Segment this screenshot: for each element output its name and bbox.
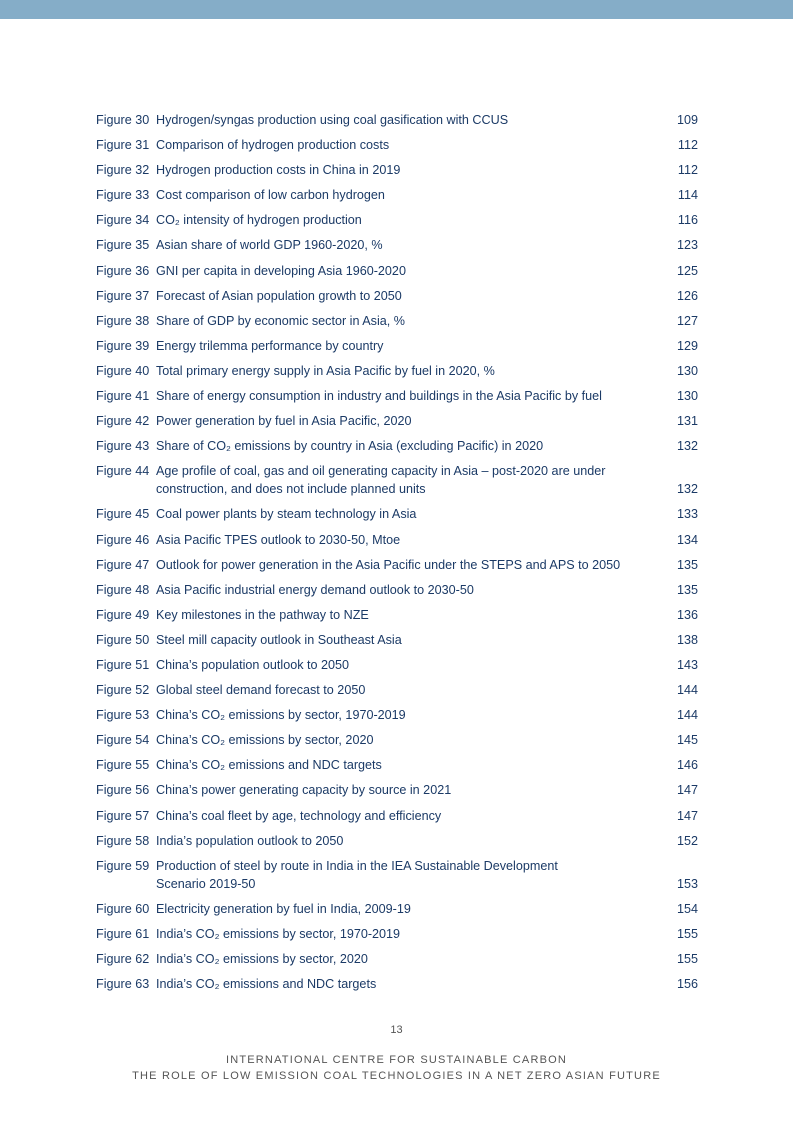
figure-label: Figure 56	[96, 783, 150, 798]
figure-label: Figure 61	[96, 926, 150, 941]
page-ref: 153	[676, 876, 698, 891]
figure-title-line: Power generation by fuel in Asia Pacific, 2020	[156, 414, 412, 429]
figure-title	[156, 925, 698, 943]
page-ref: 155	[676, 952, 698, 966]
header-band	[0, 0, 793, 19]
figure-title-continuation: construction, and does not include planned units	[156, 482, 426, 497]
figure-label: Figure 54	[96, 733, 150, 748]
list-of-figures	[96, 111, 698, 1000]
page-ref: 134	[676, 532, 698, 547]
figure-title	[156, 706, 698, 724]
page-ref: 130	[676, 363, 698, 378]
figure-label: Figure 53	[96, 708, 150, 723]
toc-entry[interactable]	[96, 925, 698, 943]
figure-title	[156, 631, 698, 649]
page-ref: 123	[676, 238, 698, 253]
figure-title-line: Global steel demand forecast to 2050	[156, 683, 366, 698]
figure-title-line: Electricity generation by fuel in India, 2009-19	[156, 901, 411, 916]
figure-label: Figure 34	[96, 213, 150, 228]
figure-label: Figure 63	[96, 977, 150, 992]
figure-title-line: Hydrogen production costs in China in 2019	[156, 163, 401, 178]
page-ref: 138	[676, 632, 698, 647]
page-ref: 109	[676, 113, 698, 127]
figure-title	[156, 186, 698, 204]
toc-entry[interactable]	[96, 312, 698, 330]
figure-title-line: Hydrogen/syngas production using coal gasification with CCUS	[156, 113, 509, 127]
figure-label: Figure 42	[96, 414, 150, 429]
figure-title-line: Cost comparison of low carbon hydrogen	[156, 188, 385, 203]
figure-title	[156, 606, 698, 624]
figure-label: Figure 35	[96, 238, 150, 253]
figure-title	[156, 531, 698, 549]
figure-title	[156, 312, 698, 330]
toc-entry[interactable]	[96, 681, 698, 699]
toc-entry[interactable]	[96, 337, 698, 355]
figure-title	[156, 462, 698, 498]
figure-title-line: Asia Pacific industrial energy demand outlook to 2030-50	[156, 582, 474, 597]
figure-title	[156, 211, 698, 229]
page-ref: 136	[676, 607, 698, 622]
figure-title	[156, 505, 698, 523]
figure-title	[156, 412, 698, 430]
figure-title	[156, 731, 698, 749]
figure-label: Figure 30	[96, 113, 150, 127]
toc-entry[interactable]	[96, 581, 698, 599]
figure-label: Figure 32	[96, 163, 150, 178]
page-ref: 125	[676, 263, 698, 278]
figure-title-line: India’s population outlook to 2050	[156, 833, 344, 848]
figure-title	[156, 756, 698, 774]
figure-label: Figure 43	[96, 439, 150, 454]
figure-title-line: Forecast of Asian population growth to 2050	[156, 288, 402, 303]
figure-title	[156, 656, 698, 674]
toc-entry[interactable]	[96, 161, 698, 179]
figure-title	[156, 337, 698, 355]
figure-title	[156, 781, 698, 799]
page-ref: 145	[676, 733, 698, 748]
figure-title-line: Share of energy consumption in industry and buildings in the Asia Pacific by fuel	[156, 389, 602, 404]
figure-label: Figure 33	[96, 188, 150, 203]
toc-entry[interactable]	[96, 111, 698, 129]
figure-label: Figure 46	[96, 532, 150, 547]
figure-label: Figure 49	[96, 607, 150, 622]
figure-title-line: Key milestones in the pathway to NZE	[156, 607, 369, 622]
figure-title-line: China’s coal fleet by age, technology and efficiency	[156, 808, 442, 823]
figure-label: Figure 37	[96, 288, 150, 303]
figure-title	[156, 807, 698, 825]
toc-entry[interactable]	[96, 505, 698, 523]
toc-entry[interactable]	[96, 437, 698, 455]
toc-entry[interactable]	[96, 262, 698, 280]
toc-entry[interactable]	[96, 631, 698, 649]
page-ref: 144	[676, 683, 698, 698]
figure-title	[156, 161, 698, 179]
figure-title	[156, 111, 698, 129]
toc-entry[interactable]	[96, 756, 698, 774]
page-ref: 135	[676, 582, 698, 597]
figure-label: Figure 36	[96, 263, 150, 278]
figure-title-line: Total primary energy supply in Asia Pacific by fuel in 2020, %	[156, 363, 495, 378]
figure-title	[156, 900, 698, 918]
figure-title-line: Coal power plants by steam technology in Asia	[156, 507, 417, 522]
figure-title	[156, 681, 698, 699]
figure-label: Figure 62	[96, 952, 150, 966]
figure-title-line: Energy trilemma performance by country	[156, 338, 384, 353]
figure-label: Figure 59	[96, 858, 150, 873]
toc-entry[interactable]	[96, 362, 698, 380]
figure-title	[156, 975, 698, 993]
footer-report-title: THE ROLE OF LOW EMISSION COAL TECHNOLOGIES IN A NET ZERO ASIAN FUTURE	[132, 1070, 661, 1082]
page-ref: 132	[676, 439, 698, 454]
page-ref: 144	[676, 708, 698, 723]
toc-entry[interactable]	[96, 531, 698, 549]
figure-title	[156, 950, 698, 968]
figure-label: Figure 58	[96, 833, 150, 848]
footer-organization: INTERNATIONAL CENTRE FOR SUSTAINABLE CARBON	[225, 1054, 568, 1066]
figure-title-line: Asia Pacific TPES outlook to 2030-50, Mtoe	[156, 532, 401, 547]
toc-entry[interactable]	[96, 211, 698, 229]
toc-entry[interactable]	[96, 136, 698, 154]
figure-label: Figure 50	[96, 632, 150, 647]
page-ref: 143	[676, 657, 698, 672]
toc-entry[interactable]	[96, 656, 698, 674]
figure-title	[156, 362, 698, 380]
page-ref: 146	[676, 758, 698, 773]
toc-entry[interactable]	[96, 857, 698, 893]
toc-entry[interactable]	[96, 900, 698, 918]
figure-title-line: China’s population outlook to 2050	[156, 657, 350, 672]
toc-entry[interactable]	[96, 832, 698, 850]
figure-title	[156, 581, 698, 599]
figure-label: Figure 57	[96, 808, 150, 823]
page-ref: 131	[676, 414, 698, 429]
page-ref: 154	[676, 901, 698, 916]
page-ref: 132	[676, 482, 698, 497]
toc-entry[interactable]	[96, 412, 698, 430]
toc-entry[interactable]	[96, 606, 698, 624]
figure-label: Figure 40	[96, 363, 150, 378]
page-ref: 127	[676, 313, 698, 328]
toc-entry[interactable]	[96, 556, 698, 574]
figure-label: Figure 41	[96, 389, 150, 404]
figure-title	[156, 857, 698, 893]
figure-title-line: GNI per capita in developing Asia 1960-2020	[156, 263, 406, 278]
figure-title-line: Age profile of coal, gas and oil generating capacity in Asia – post-2020 are under	[156, 464, 606, 479]
figure-title-continuation: Scenario 2019-50	[156, 876, 256, 891]
figure-title	[156, 136, 698, 154]
toc-entry[interactable]	[96, 807, 698, 825]
figure-title-line: CO₂ intensity of hydrogen production	[156, 213, 362, 228]
figure-title	[156, 832, 698, 850]
figure-label: Figure 60	[96, 901, 150, 916]
page-ref: 147	[676, 783, 698, 798]
page-ref: 112	[677, 163, 698, 178]
toc-entry[interactable]	[96, 706, 698, 724]
figure-label: Figure 31	[96, 138, 150, 153]
figure-label: Figure 47	[96, 557, 150, 572]
page-ref: 155	[676, 926, 698, 941]
figure-title-line: India’s CO₂ emissions by sector, 1970-2019	[156, 926, 401, 941]
toc-entry[interactable]	[96, 731, 698, 749]
figure-title	[156, 262, 698, 280]
figure-title	[156, 556, 698, 574]
page-ref: 135	[676, 557, 698, 572]
figure-title-line: China’s CO₂ emissions by sector, 2020	[156, 733, 374, 748]
figure-label: Figure 38	[96, 313, 150, 328]
toc-entry[interactable]	[96, 287, 698, 305]
figure-title-line: Production of steel by route in India in the IEA Sustainable Development	[156, 858, 558, 873]
figure-title-line: Share of GDP by economic sector in Asia, %	[156, 313, 405, 328]
figure-title-line: Comparison of hydrogen production costs	[156, 138, 390, 153]
figure-label: Figure 39	[96, 338, 150, 353]
toc-entry[interactable]	[96, 462, 698, 498]
page-ref: 129	[676, 338, 698, 353]
figure-title-line: China’s power generating capacity by source in 2021	[156, 783, 452, 798]
toc-entry[interactable]	[96, 387, 698, 405]
figure-title-line: India’s CO₂ emissions by sector, 2020	[156, 952, 368, 966]
figure-title-line: Outlook for power generation in the Asia Pacific under the STEPS and APS to 2050	[156, 557, 621, 572]
page-ref: 116	[677, 213, 698, 228]
figure-title	[156, 437, 698, 455]
toc-entry[interactable]	[96, 236, 698, 254]
figure-title	[156, 236, 698, 254]
page-ref: 112	[677, 138, 698, 153]
figure-title-line: Share of CO₂ emissions by country in Asia (excluding Pacific) in 2020	[156, 439, 544, 454]
page-ref: 152	[676, 833, 698, 848]
figure-title-line: Asian share of world GDP 1960-2020, %	[156, 238, 383, 253]
figure-label: Figure 52	[96, 683, 150, 698]
page-ref: 156	[676, 977, 698, 992]
page-number: 13	[390, 1024, 403, 1036]
footer	[0, 1052, 793, 1084]
figure-label: Figure 48	[96, 582, 150, 597]
figure-title-line: India’s CO₂ emissions and NDC targets	[156, 977, 377, 992]
toc-entry[interactable]	[96, 975, 698, 993]
toc-entry[interactable]	[96, 781, 698, 799]
page-ref: 126	[676, 288, 698, 303]
toc-entry[interactable]	[96, 950, 698, 968]
figure-label: Figure 45	[96, 507, 150, 522]
figure-title-line: Steel mill capacity outlook in Southeast Asia	[156, 632, 402, 647]
page-ref: 114	[677, 188, 698, 203]
toc-entry[interactable]	[96, 186, 698, 204]
figure-title	[156, 287, 698, 305]
figure-label: Figure 55	[96, 758, 150, 773]
page-ref: 133	[676, 507, 698, 522]
page-ref: 147	[676, 808, 698, 823]
figure-title	[156, 387, 698, 405]
page-ref: 130	[676, 389, 698, 404]
figure-title-line: China’s CO₂ emissions and NDC targets	[156, 758, 382, 773]
figure-label: Figure 51	[96, 657, 150, 672]
figure-label: Figure 44	[96, 464, 150, 479]
figure-title-line: China’s CO₂ emissions by sector, 1970-2019	[156, 708, 406, 723]
